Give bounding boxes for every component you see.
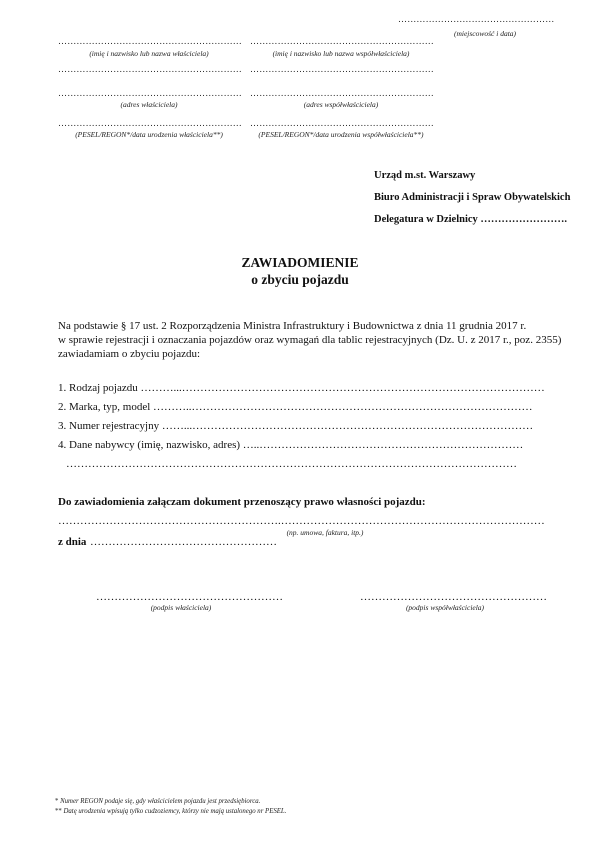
co-owner-signature-caption: (podpis współwłaściciela) (405, 603, 485, 612)
place-date-dots[interactable]: …………………………………………… (398, 14, 555, 24)
owner-signature-dots[interactable]: …………………………………………… (96, 591, 283, 603)
co-owner-signature-dots[interactable]: …………………………………………… (360, 591, 547, 603)
recipient-line-1: Urząd m.st. Warszawy (374, 170, 476, 181)
recipient-line-2: Biuro Administracji i Spraw Obywatelskich (374, 192, 571, 203)
attachment-caption: (np. umowa, faktura, itp.) (286, 528, 364, 537)
footnote-regon-mark: * (55, 798, 59, 805)
owner-signature-caption: (podpis właściciela) (150, 603, 212, 612)
attachment-date-dots[interactable]: …………………………………………… (90, 536, 277, 548)
co-owner-pesel-dots[interactable]: …………………………………………………… (250, 118, 434, 128)
item-vehicle-type[interactable]: 1. Rodzaj pojazdu ………...……………………………………………………………………………………… (58, 382, 545, 394)
footnote-regon-text: Numer REGON podaje się, gdy właścicielem pojazdu jest przedsiębiorca. (60, 798, 261, 805)
intro-line-2: w sprawie rejestracji i oznaczania pojazdów oraz wymagań dla tablic rejestracyjnych (Dz. U. z 2017 r., poz. 2355) (58, 334, 562, 346)
footnote-birthdate-text: Datę urodzenia wpisują tylko cudzoziemcy, którzy nie mają ustalonego nr PESEL. (63, 808, 287, 815)
attachment-date-label: z dnia (58, 536, 87, 548)
attachment-heading: Do zawiadomienia załączam dokument przenoszący prawo własności pojazdu: (58, 496, 426, 508)
item-buyer-data[interactable]: 4. Dane nabywcy (imię, nazwisko, adres) …..……………………………………………………………… (58, 439, 524, 451)
place-date-caption: (miejscowość i data) (453, 29, 517, 38)
footnote-birthdate (55, 808, 286, 815)
footnote-birthdate-mark: ** (55, 808, 62, 815)
owner-address-dots-2[interactable]: …………………………………………………… (58, 88, 242, 98)
co-owner-address-dots-1[interactable]: …………………………………………………… (250, 64, 434, 74)
intro-paragraph (58, 319, 588, 361)
item-buyer-data-continued[interactable]: …………………………………………………………………………………………………………… (66, 458, 517, 470)
co-owner-name-dots[interactable]: …………………………………………………… (250, 36, 434, 46)
document-title: ZAWIADOMIENIE (241, 255, 359, 270)
owner-name-dots[interactable]: …………………………………………………… (58, 36, 242, 46)
intro-line-1: Na podstawie § 17 ust. 2 Rozporządzenia Ministra Infrastruktury i Budownictwa z dnia 11 grudnia 2017 r. (58, 320, 527, 332)
intro-line-3: zawiadamiam o zbyciu pojazdu: (58, 348, 201, 360)
co-owner-address-caption: (adres współwłaściciela) (303, 100, 379, 109)
co-owner-name-caption: (imię i nazwisko lub nazwa współwłaściciela) (272, 49, 410, 58)
footnote-regon (55, 798, 260, 805)
item-registration-number[interactable]: 3. Numer rejestracyjny ……...………………………………………………………………………………… (58, 420, 534, 432)
owner-pesel-dots[interactable]: …………………………………………………… (58, 118, 242, 128)
owner-name-caption: (imię i nazwisko lub nazwa właściciela) (89, 49, 209, 58)
document-subtitle: o zbyciu pojazdu (251, 272, 349, 287)
attachment-dots[interactable]: …………………………………………………….……………………………………………………………… (58, 515, 545, 527)
co-owner-address-dots-2[interactable]: …………………………………………………… (250, 88, 434, 98)
owner-address-caption: (adres właściciela) (120, 100, 178, 109)
item-make-model[interactable]: 2. Marka, typ, model ………..………………………………………………………………………………… (58, 401, 533, 413)
co-owner-pesel-caption: (PESEL/REGON*/data urodzenia współwłaściciela**) (258, 130, 424, 139)
recipient-line-3: Delegatura w Dzielnicy ……………………. (374, 214, 568, 225)
owner-pesel-caption: (PESEL/REGON*/data urodzenia właściciela**) (75, 130, 223, 139)
owner-address-dots-1[interactable]: …………………………………………………… (58, 64, 242, 74)
